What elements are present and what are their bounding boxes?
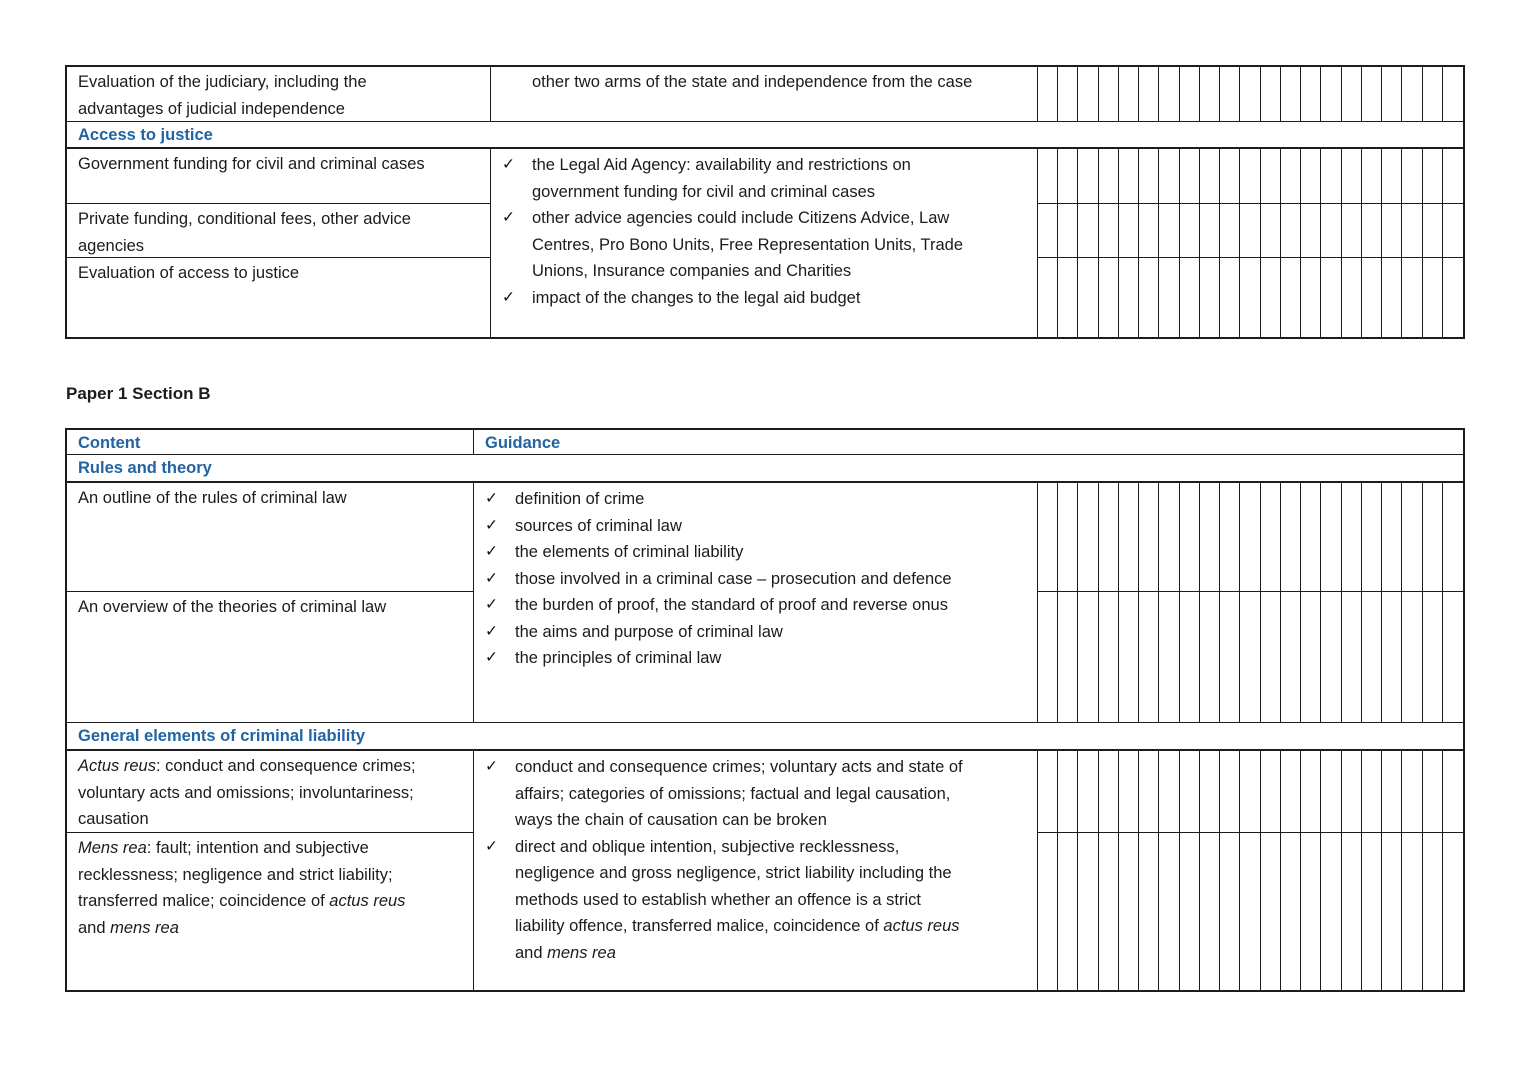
tick-cell	[1180, 592, 1200, 722]
guidance-cell-continuation: other two arms of the state and independence from the case	[491, 67, 1038, 122]
tick-cell	[1078, 592, 1098, 722]
check-icon: ✓	[502, 288, 515, 306]
tick-cell	[1443, 258, 1463, 337]
tick-cell	[1139, 67, 1159, 121]
tick-cell	[1423, 258, 1443, 337]
tick-cell	[1119, 149, 1139, 203]
tick-cell	[1402, 751, 1422, 832]
tick-cell	[1180, 483, 1200, 591]
tick-cell	[1119, 204, 1139, 257]
tick-cell	[1281, 204, 1301, 257]
guidance-item	[485, 566, 1037, 593]
tick-cell	[1342, 751, 1362, 832]
content-cell: Mens rea: fault; intention and subjective recklessness; negligence and strict liability; transferred malice; coincidence of actus reus and mens rea	[67, 833, 474, 990]
tick-cell	[1159, 592, 1179, 722]
tick-cell	[1078, 149, 1098, 203]
tick-cell	[1281, 483, 1301, 591]
tick-grid	[1038, 149, 1463, 204]
tick-cell	[1220, 592, 1240, 722]
tick-cell	[1220, 204, 1240, 257]
tick-cell	[1058, 204, 1078, 257]
check-icon: ✓	[502, 156, 515, 173]
tick-cell	[1301, 751, 1321, 832]
tick-cell	[1423, 204, 1443, 257]
tick-cell	[1180, 258, 1200, 337]
guidance-item-text: conduct and consequence crimes; voluntary acts and state of affairs; categories of omissions; factual and legal causation, ways the chain of causation can be broken	[515, 758, 963, 829]
guidance-list	[474, 751, 1037, 966]
tick-cell	[1301, 833, 1321, 990]
tick-cell	[1200, 833, 1220, 990]
tick-cell	[1099, 149, 1119, 203]
tick-cell	[1159, 258, 1179, 337]
guidance-item-text: the principles of criminal law	[515, 649, 722, 667]
tick-cell	[1301, 592, 1321, 722]
tick-strip	[1038, 592, 1463, 722]
tick-cell	[1220, 149, 1240, 203]
tick-cell	[1139, 204, 1159, 257]
tick-cell	[1402, 258, 1422, 337]
tick-strip	[1038, 149, 1463, 203]
tick-cell	[1342, 149, 1362, 203]
tick-cell	[1382, 833, 1402, 990]
tick-grid	[1038, 592, 1463, 723]
tick-strip	[1038, 833, 1463, 990]
tick-cell	[1240, 204, 1260, 257]
tick-cell	[1200, 483, 1220, 591]
guidance-item-text: definition of crime	[515, 490, 645, 508]
tick-cell	[1159, 751, 1179, 832]
tick-cell	[1240, 833, 1260, 990]
tick-cell	[1342, 204, 1362, 257]
tick-cell	[1342, 592, 1362, 722]
tick-cell	[1362, 751, 1382, 832]
tick-cell	[1099, 258, 1119, 337]
tick-cell	[1139, 258, 1159, 337]
guidance-item-text: the aims and purpose of criminal law	[515, 622, 783, 641]
tick-grid	[1038, 483, 1463, 592]
tick-cell	[1078, 833, 1098, 990]
tick-cell	[1220, 67, 1240, 121]
tick-cell	[1301, 204, 1321, 257]
tick-cell	[1078, 258, 1098, 337]
tick-cell	[1402, 204, 1422, 257]
tick-cell	[1078, 204, 1098, 257]
tick-cell	[1362, 592, 1382, 722]
tick-cell	[1321, 258, 1341, 337]
tick-strip	[1038, 751, 1463, 832]
tick-cell	[1281, 67, 1301, 121]
tick-cell	[1119, 751, 1139, 832]
guidance-item-text: impact of the changes to the legal aid budget	[532, 288, 861, 307]
tick-cell	[1119, 258, 1139, 337]
tick-cell	[1038, 204, 1058, 257]
tick-cell	[1321, 483, 1341, 591]
paper1-section-b-table	[65, 428, 1465, 992]
tick-cell	[1058, 751, 1078, 832]
guidance-item-text: the elements of criminal liability	[515, 543, 744, 561]
tick-cell	[1200, 751, 1220, 832]
tick-cell	[1301, 258, 1321, 337]
tick-cell	[1200, 592, 1220, 722]
tick-cell	[1159, 483, 1179, 591]
guidance-item	[502, 205, 1037, 285]
tick-cell	[1200, 258, 1220, 337]
guidance-item	[485, 592, 1037, 619]
tick-cell	[1362, 258, 1382, 337]
tick-cell	[1139, 483, 1159, 591]
section-row-access-to-justice: Access to justice	[67, 122, 1463, 149]
tick-cell	[1281, 751, 1301, 832]
tick-strip	[1038, 483, 1463, 591]
tick-cell	[1200, 149, 1220, 203]
tick-cell	[1423, 592, 1443, 722]
tick-cell	[1180, 751, 1200, 832]
syllabus-table-continued	[65, 65, 1465, 339]
page-section-heading: Paper 1 Section B	[66, 384, 211, 403]
tick-cell	[1423, 149, 1443, 203]
table-header-content: Content	[67, 430, 474, 455]
tick-cell	[1382, 67, 1402, 121]
section-row-rules-and-theory: Rules and theory	[67, 455, 1463, 483]
tick-cell	[1281, 258, 1301, 337]
tick-cell	[1443, 483, 1463, 591]
tick-cell	[1382, 204, 1402, 257]
tick-cell	[1261, 483, 1281, 591]
tick-cell	[1078, 67, 1098, 121]
tick-cell	[1119, 483, 1139, 591]
tick-cell	[1099, 483, 1119, 591]
content-cell: An overview of the theories of criminal law	[67, 592, 474, 723]
guidance-item	[485, 619, 1037, 646]
check-icon: ✓	[485, 516, 498, 534]
tick-cell	[1038, 592, 1058, 722]
tick-cell	[1362, 149, 1382, 203]
tick-cell	[1342, 483, 1362, 591]
tick-cell	[1321, 833, 1341, 990]
tick-cell	[1261, 67, 1281, 121]
tick-cell	[1382, 149, 1402, 203]
tick-cell	[1058, 483, 1078, 591]
tick-cell	[1423, 483, 1443, 591]
tick-cell	[1382, 483, 1402, 591]
tick-cell	[1240, 483, 1260, 591]
section-row-general-elements: General elements of criminal liability	[67, 723, 1463, 751]
check-icon: ✓	[485, 490, 498, 507]
check-icon: ✓	[485, 622, 498, 640]
tick-cell	[1220, 833, 1240, 990]
tick-cell	[1240, 258, 1260, 337]
check-icon: ✓	[485, 569, 498, 587]
guidance-item	[485, 539, 1037, 566]
content-cell: Private funding, conditional fees, other advice agencies	[67, 204, 491, 258]
tick-strip	[1038, 258, 1463, 337]
tick-cell	[1301, 483, 1321, 591]
tick-cell	[1240, 751, 1260, 832]
tick-cell	[1301, 149, 1321, 203]
tick-cell	[1261, 833, 1281, 990]
content-cell: Government funding for civil and criminal cases	[67, 149, 491, 204]
tick-cell	[1240, 592, 1260, 722]
tick-cell	[1139, 592, 1159, 722]
guidance-item-text: the Legal Aid Agency: availability and restrictions on government funding for civil and criminal cases	[532, 156, 911, 201]
guidance-item	[485, 486, 1037, 513]
guidance-item-text: sources of criminal law	[515, 516, 682, 535]
tick-cell	[1321, 149, 1341, 203]
tick-cell	[1443, 149, 1463, 203]
tick-cell	[1443, 833, 1463, 990]
tick-cell	[1240, 149, 1260, 203]
tick-cell	[1038, 751, 1058, 832]
tick-cell	[1261, 204, 1281, 257]
guidance-item-text: other advice agencies could include Citizens Advice, Law Centres, Pro Bono Units, Free Representation Units, Trade Unions, Insurance companies and Charities	[532, 209, 964, 280]
tick-cell	[1443, 67, 1463, 121]
tick-cell	[1058, 149, 1078, 203]
tick-cell	[1200, 204, 1220, 257]
tick-cell	[1058, 592, 1078, 722]
tick-cell	[1099, 592, 1119, 722]
tick-cell	[1321, 204, 1341, 257]
tick-cell	[1261, 258, 1281, 337]
tick-cell	[1159, 149, 1179, 203]
tick-grid	[1038, 258, 1463, 337]
tick-cell	[1119, 833, 1139, 990]
tick-cell	[1423, 833, 1443, 990]
check-icon: ✓	[502, 209, 515, 226]
tick-cell	[1220, 483, 1240, 591]
tick-cell	[1402, 67, 1422, 121]
tick-cell	[1301, 67, 1321, 121]
tick-cell	[1443, 592, 1463, 722]
check-icon: ✓	[485, 596, 498, 613]
tick-cell	[1038, 258, 1058, 337]
tick-cell	[1058, 258, 1078, 337]
guidance-item	[485, 513, 1037, 540]
tick-cell	[1180, 204, 1200, 257]
content-cell-judiciary: Evaluation of the judiciary, including the advantages of judicial independence	[67, 67, 491, 122]
tick-cell	[1402, 149, 1422, 203]
guidance-item	[485, 834, 1037, 967]
check-icon: ✓	[485, 758, 498, 775]
tick-cell	[1200, 67, 1220, 121]
guidance-list	[474, 483, 1037, 672]
tick-cell	[1382, 751, 1402, 832]
tick-cell	[1058, 833, 1078, 990]
tick-cell	[1038, 833, 1058, 990]
guidance-item-text: the burden of proof, the standard of proof and reverse onus	[515, 596, 948, 614]
tick-cell	[1159, 204, 1179, 257]
tick-cell	[1362, 204, 1382, 257]
tick-grid	[1038, 67, 1463, 122]
guidance-item-text: those involved in a criminal case – prosecution and defence	[515, 569, 952, 588]
guidance-item	[502, 152, 1037, 205]
tick-cell	[1281, 833, 1301, 990]
tick-cell	[1139, 149, 1159, 203]
tick-cell	[1362, 833, 1382, 990]
tick-cell	[1180, 67, 1200, 121]
tick-cell	[1180, 833, 1200, 990]
tick-cell	[1180, 149, 1200, 203]
check-icon: ✓	[485, 837, 498, 855]
tick-grid	[1038, 204, 1463, 258]
tick-cell	[1281, 149, 1301, 203]
tick-cell	[1119, 592, 1139, 722]
tick-cell	[1402, 592, 1422, 722]
check-icon: ✓	[485, 649, 498, 666]
tick-cell	[1078, 751, 1098, 832]
table-header-guidance: Guidance	[474, 430, 1463, 455]
tick-cell	[1119, 67, 1139, 121]
tick-cell	[1382, 592, 1402, 722]
tick-cell	[1038, 483, 1058, 591]
tick-cell	[1443, 751, 1463, 832]
guidance-cell-merged	[474, 751, 1038, 990]
tick-cell	[1423, 751, 1443, 832]
tick-cell	[1321, 592, 1341, 722]
tick-cell	[1402, 483, 1422, 591]
guidance-cell-merged	[474, 483, 1038, 723]
check-icon: ✓	[485, 543, 498, 560]
tick-cell	[1321, 751, 1341, 832]
tick-strip	[1038, 204, 1463, 257]
tick-cell	[1261, 751, 1281, 832]
tick-strip	[1038, 67, 1463, 121]
tick-cell	[1261, 149, 1281, 203]
tick-cell	[1342, 258, 1362, 337]
content-cell: Evaluation of access to justice	[67, 258, 491, 337]
guidance-list	[491, 149, 1037, 311]
tick-cell	[1058, 67, 1078, 121]
tick-cell	[1139, 833, 1159, 990]
tick-cell	[1038, 149, 1058, 203]
tick-cell	[1362, 67, 1382, 121]
content-cell: An outline of the rules of criminal law	[67, 483, 474, 592]
guidance-cell-merged	[491, 149, 1038, 337]
tick-cell	[1342, 67, 1362, 121]
tick-cell	[1099, 833, 1119, 990]
guidance-item	[502, 285, 1037, 312]
guidance-item-text: direct and oblique intention, subjective recklessness, negligence and gross negligence, strict liability including the methods used to establish whether an offence is a strict liability offence, transferred malice, coincidence of actus reus and mens rea	[515, 837, 960, 962]
tick-cell	[1261, 592, 1281, 722]
tick-cell	[1099, 204, 1119, 257]
tick-cell	[1159, 833, 1179, 990]
tick-cell	[1220, 751, 1240, 832]
tick-cell	[1281, 592, 1301, 722]
tick-cell	[1342, 833, 1362, 990]
tick-cell	[1362, 483, 1382, 591]
tick-cell	[1038, 67, 1058, 121]
tick-cell	[1423, 67, 1443, 121]
guidance-item	[485, 754, 1037, 834]
tick-cell	[1321, 67, 1341, 121]
tick-cell	[1220, 258, 1240, 337]
content-cell: Actus reus: conduct and consequence crimes; voluntary acts and omissions; involuntariness; causation	[67, 751, 474, 833]
tick-grid	[1038, 833, 1463, 990]
tick-cell	[1078, 483, 1098, 591]
tick-cell	[1159, 67, 1179, 121]
tick-cell	[1139, 751, 1159, 832]
tick-cell	[1443, 204, 1463, 257]
tick-cell	[1402, 833, 1422, 990]
tick-cell	[1099, 751, 1119, 832]
tick-cell	[1099, 67, 1119, 121]
tick-cell	[1382, 258, 1402, 337]
guidance-item	[485, 645, 1037, 672]
tick-cell	[1240, 67, 1260, 121]
tick-grid	[1038, 751, 1463, 833]
